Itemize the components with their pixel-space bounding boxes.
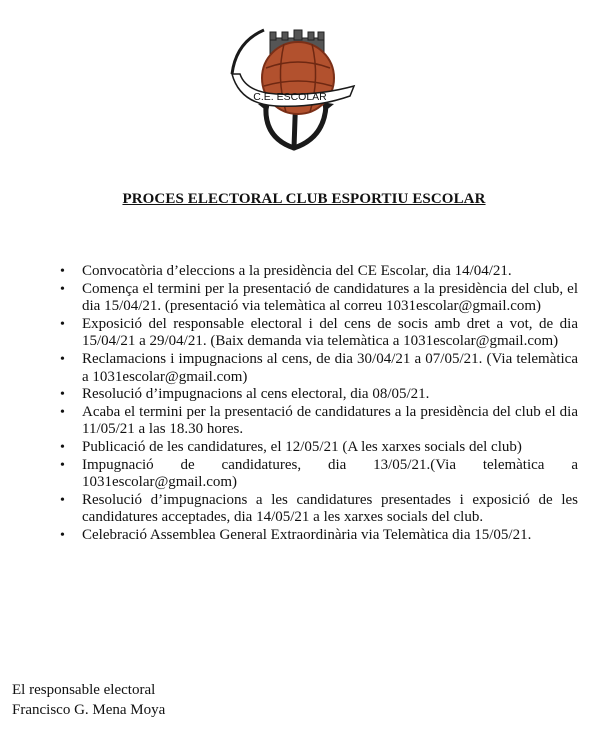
club-logo bbox=[226, 20, 366, 155]
list-item: • Acaba el termini per la presentació de candidatures a la presidència del club el dia 11/05/21 a las 18.30 hores. bbox=[82, 404, 578, 439]
club-crest-icon bbox=[226, 20, 366, 155]
list-item: • Resolució d’impugnacions al cens electoral, dia 08/05/21. bbox=[82, 386, 578, 404]
signature-name: Francisco G. Mena Moya bbox=[12, 702, 166, 718]
list-item: • Impugnació de candidatures, dia 13/05/21.(Via telemàtica a 1031escolar@gmail.com) bbox=[82, 457, 578, 492]
list-item: • Resolució d’impugnacions a les candidatures presentades i exposició de les candidatures acceptades, dia 14/05/21 a les xarxes socials del club. bbox=[82, 492, 578, 527]
page-title: PROCES ELECTORAL CLUB ESPORTIU ESCOLAR bbox=[122, 191, 486, 207]
schedule-list bbox=[82, 263, 578, 545]
list-item: • Convocatòria d’eleccions a la presidència del CE Escolar, dia 14/04/21. bbox=[82, 263, 578, 281]
signature-block bbox=[12, 680, 165, 720]
list-item: • Reclamacions i impugnacions al cens, de dia 30/04/21 a 07/05/21. (Via telemàtica a 1031escolar@gmail.com) bbox=[82, 351, 578, 386]
list-item: • Publicació de les candidatures, el 12/05/21 (A les xarxes socials del club) bbox=[82, 439, 578, 457]
list-item: • Celebració Assemblea General Extraordinària via Telemàtica dia 15/05/21. bbox=[82, 527, 578, 545]
list-item: • Comença el termini per la presentació de candidatures a la presidència del club, el dia 15/04/21. (presentació via telemàtica al correu 1031escolar@gmail.com) bbox=[82, 281, 578, 316]
logo-text: C.E. ESCOLAR bbox=[253, 91, 327, 103]
list-item: • Exposició del responsable electoral i del cens de socis amb dret a vot, de dia 15/04/21 a 29/04/21. (Baix demanda via telemàtica a 1031escolar@gmail.com) bbox=[82, 316, 578, 351]
signature-role: El responsable electoral bbox=[12, 682, 156, 698]
